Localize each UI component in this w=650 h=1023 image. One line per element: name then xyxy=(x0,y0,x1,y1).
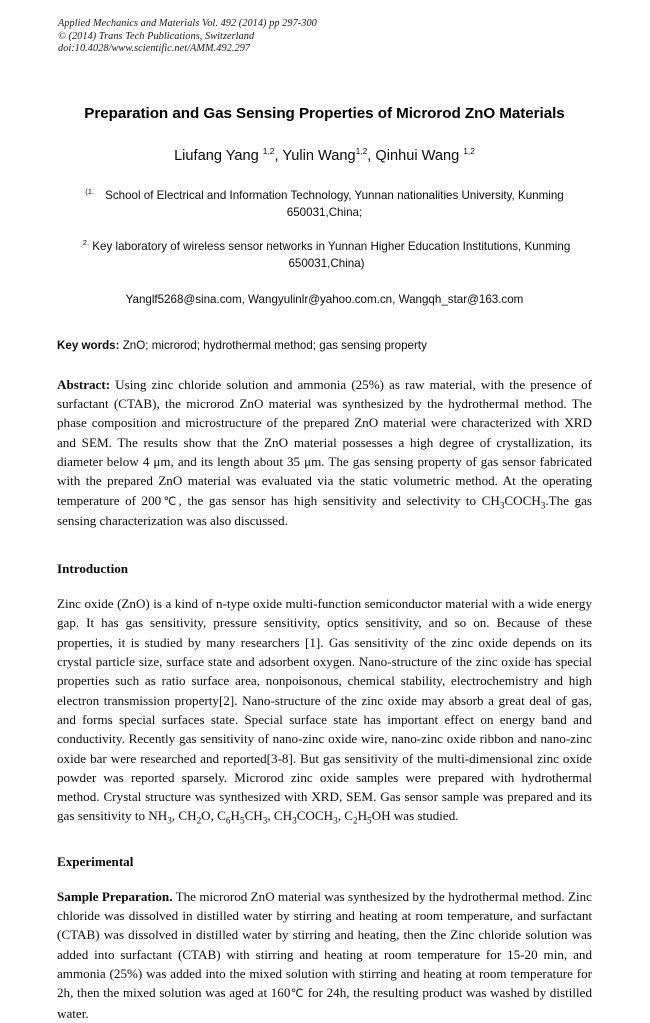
keywords-label: Key words: xyxy=(57,338,120,352)
author-emails: Yanglf5268@sina.com, Wangyulinlr@yahoo.com.cn, Wangqh_star@163.com xyxy=(125,292,524,306)
sample-preparation-paragraph xyxy=(57,887,592,1023)
section-heading-experimental: Experimental xyxy=(57,853,134,869)
author-name-1: Liufang Yang xyxy=(174,147,263,164)
journal-doi-line: doi:10.4028/www.scientific.net/AMM.492.297 xyxy=(58,43,251,55)
introduction-text-part-1: Zinc oxide (ZnO) is a kind of n-type oxide multi-function semiconductor material with a wide energy gap. It has gas sensitivity, pressure sensitivity, optics sensitivity, and so on. Because of these properties, it is studied by many researchers [1]. Gas sensitivity of the zinc oxide depends on its crystal particle size, surface state and adsorbent oxygen. Nano-structure of the zinc oxide has special properties such as ratio surface area, nonpoisonous, chemical stability, electrochemistry and high electron transmission property[2]. Nano-structure of the zinc oxide may absorb a great deal of gas, and forms special surfaces state. Special surface state has important effect on energy band and conductivity. Recently gas sensitivity of nano-zinc oxide wire, nano-zinc oxide ribbon and nano-zinc oxide bar were researched and reported[3-8]. But gas sensitivity of the multi-dimensional zinc oxide powder was reported sparsely. Microrod zinc oxide samples were prepared with hydrothermal method. Crystal structure was synthesized with XRD, SEM. Gas sensor sample was prepared and its gas sensitivity to NH xyxy=(57,596,592,824)
author-affiliation-marker-3: 1,2 xyxy=(463,145,475,156)
abstract-text-part-3: COCH xyxy=(504,492,541,508)
introduction-text-part-8: , C xyxy=(337,808,353,824)
introduction-text-part-10: OH was studied. xyxy=(371,808,459,824)
formula-subscript: 2 xyxy=(196,816,202,827)
formula-subscript: 3 xyxy=(262,816,268,827)
affiliation-marker-2: 2. xyxy=(82,237,90,247)
formula-subscript: 2 xyxy=(352,816,358,827)
introduction-text-part-6: , CH xyxy=(267,808,293,824)
formula-subscript: 3 xyxy=(292,816,297,827)
author-separator-1: , xyxy=(274,147,283,164)
affiliation-2 xyxy=(57,238,596,273)
author-separator-2: , xyxy=(367,147,376,164)
formula-subscript: 3 xyxy=(540,500,546,511)
page-title: Preparation and Gas Sensing Properties of Microrod ZnO Materials xyxy=(84,104,565,122)
introduction-paragraph xyxy=(57,594,592,826)
author-affiliation-marker-2: 1,2 xyxy=(355,145,368,156)
affiliation-1-text: School of Electrical and Information Technology, Yunnan nationalities University, Kunming 650031,China; xyxy=(105,188,564,220)
author-name-2: Yulin Wang xyxy=(282,147,356,164)
affiliation-block xyxy=(57,187,592,308)
formula-subscript: 3 xyxy=(499,500,505,511)
degree-celsius-symbol-2: ℃ xyxy=(290,986,305,1001)
abstract-label: Abstract: xyxy=(57,376,111,392)
author-name-3: Qinhui Wang xyxy=(375,147,464,164)
introduction-text-part-9: H xyxy=(357,808,368,824)
introduction-text-part-7: COCH xyxy=(296,808,334,824)
affiliation-2-text: Key laboratory of wireless sensor networks in Yunnan Higher Education Institutions, Kunming 650031,China) xyxy=(92,239,571,271)
author-list xyxy=(57,147,592,165)
affiliation-marker-1: (1. xyxy=(85,186,95,196)
affiliation-1 xyxy=(63,187,587,222)
formula-subscript: 3 xyxy=(333,816,338,827)
formula-subscript: 6 xyxy=(225,816,231,827)
journal-copyright-line: © (2014) Trans Tech Publications, Switzerland xyxy=(58,30,255,42)
introduction-text-part-4: H xyxy=(230,808,240,824)
formula-subscript: 5 xyxy=(367,816,372,827)
author-affiliation-marker-1: 1,2 xyxy=(262,145,275,156)
abstract-text-part-1: Using zinc chloride solution and ammonia (25%) as raw material, with the presence of surfactant (CTAB), the microrod ZnO material was synthesized by the hydrothermal method. The phase composition and microstructure of the prepared ZnO material were characterized with XRD and SEM. The results show that the ZnO material possesses a high degree of crystallization, its diameter below 4 μm, and its length about 35 μm. The gas sensing property of gas sensor fabricated with the prepared ZnO material was evaluated via the static volumetric method. At the operating temperature of 200 xyxy=(57,376,592,508)
keywords-line xyxy=(57,338,592,354)
introduction-text-part-5: CH xyxy=(244,808,263,824)
formula-subscript: 3 xyxy=(167,816,172,827)
abstract-text-part-4: .The gas sensing characterization was also discussed. xyxy=(57,492,593,528)
journal-header xyxy=(58,18,592,56)
keywords-text: ZnO; microrod; hydrothermal method; gas sensing property xyxy=(119,338,427,352)
journal-citation-line: Applied Mechanics and Materials Vol. 492 (2014) pp 297-300 xyxy=(58,18,317,29)
abstract-paragraph xyxy=(57,375,592,530)
sample-preparation-text-part-1: The microrod ZnO material was synthesized by the hydrothermal method. Zinc chloride was dissolved in distilled water by stirring and heating at room temperature, and surfactant (CTAB) was dissolved in distilled water by stirring and heating, then the Zinc chloride solution was added into surfactant (CTAB) with stirring and heating at room temperature for 15-20 min, and ammonia (25%) was added into the mixed solution with stirring and heating at room temperature for 2h, then the mixed solution was aged at 160 xyxy=(57,888,592,1001)
formula-subscript: 5 xyxy=(239,816,245,827)
degree-celsius-symbol-1: ℃ xyxy=(161,493,179,508)
introduction-text-part-2: , CH xyxy=(171,808,197,824)
section-heading-introduction: Introduction xyxy=(57,561,129,577)
sample-preparation-label: Sample Preparation. xyxy=(57,888,173,904)
abstract-text-part-2: , the gas sensor has high sensitivity and selectivity to CH xyxy=(178,492,500,508)
introduction-text-part-3: O, C xyxy=(201,808,226,824)
sample-preparation-text-part-2: for 24h, the resulting product was washed by distilled water. xyxy=(57,985,593,1021)
